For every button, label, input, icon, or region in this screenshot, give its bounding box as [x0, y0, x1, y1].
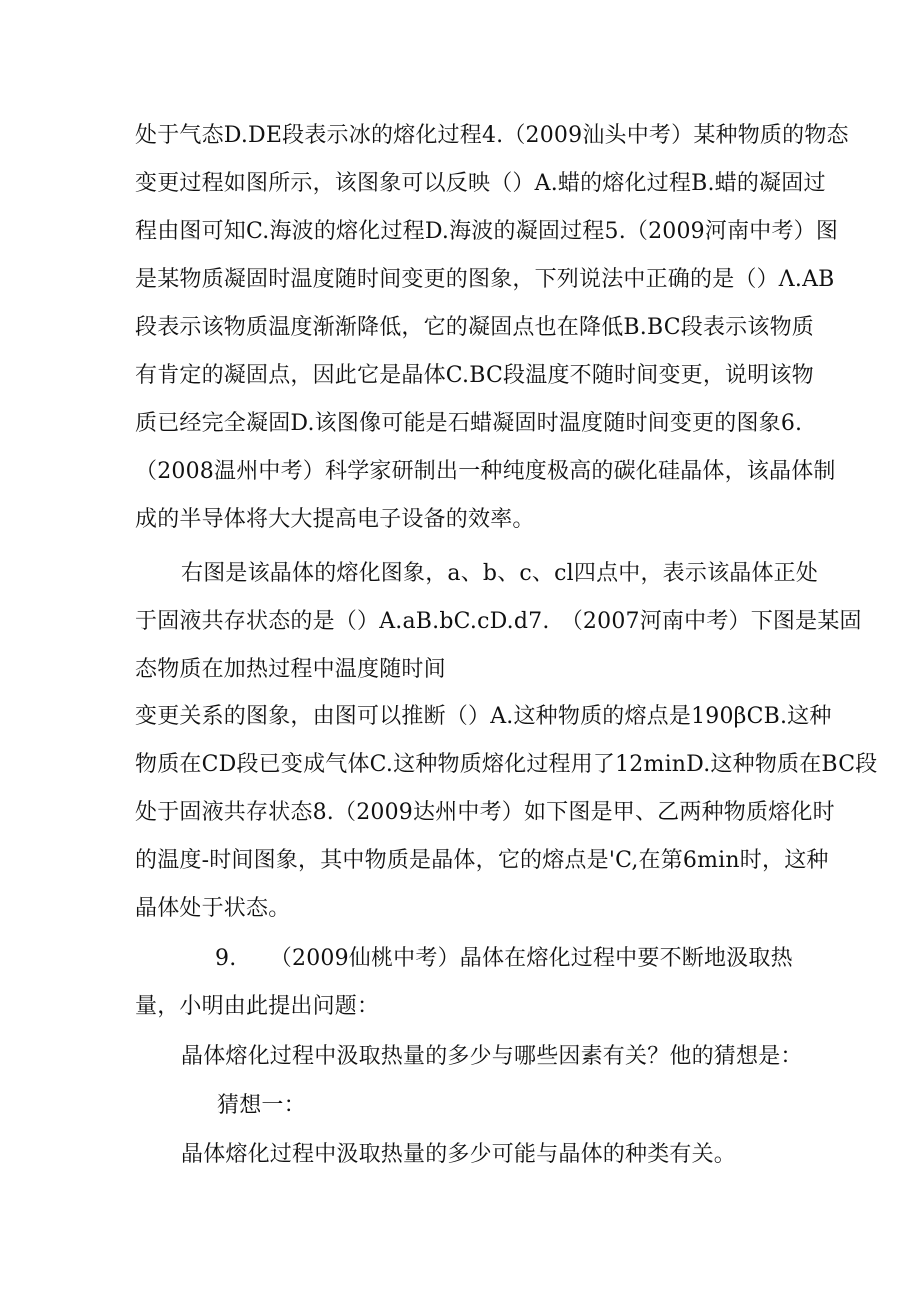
text-line: 处于固液共存状态8.（2009达州中考）如下图是甲、乙两种物质熔化时 — [135, 800, 835, 825]
text-line: 程由图可知C.海波的熔化过程D.海波的凝固过程5.（2009河南中考）图 — [135, 219, 839, 244]
text-line: 量，小明由此提出问题： — [135, 994, 380, 1019]
text-line: 有肯定的凝固点，因此它是晶体C.BC段温度不随时间变更，说明该物 — [135, 363, 814, 388]
text-line: 成的半导体将大大提高电子设备的效率。 — [135, 507, 535, 532]
paragraph-questions-4-6 — [135, 112, 849, 544]
paragraph-question-6-7 — [135, 550, 862, 694]
text-line: 晶体熔化过程中汲取热量的多少与哪些因素有关？他的猜想是： — [181, 1044, 803, 1069]
text-line: 是某物质凝固时温度随时间变更的图象，下列说法中正确的是（）Λ.AB — [135, 267, 835, 292]
paragraph-question — [135, 1033, 803, 1081]
text-line: 于固液共存状态的是（）A.aB.bC.cD.d7. （2007河南中考）下图是某固 — [135, 609, 862, 634]
text-line: 物质在CD段已变成气体C.这种物质熔化过程用了12minD.这种物质在BC段 — [135, 752, 878, 777]
text-line: 猜想一： — [217, 1093, 306, 1118]
text-line: 质已经完全凝固D.该图像可能是石蜡凝固时温度随时间变更的图象6. — [135, 411, 803, 436]
paragraph-question-7-8 — [135, 693, 878, 933]
text-line: 9. （2009仙桃中考）晶体在熔化过程中要不断地汲取热 — [215, 946, 793, 971]
text-line: 晶体处于状态。 — [135, 896, 291, 921]
text-line: 态物质在加热过程中温度随时间 — [135, 657, 446, 682]
text-line: 右图是该晶体的熔化图象，a、b、c、cl四点中，表示该晶体正处 — [181, 561, 819, 586]
text-line: 变更过程如图所示，该图象可以反映（）A.蜡的熔化过程B.蜡的凝固过 — [135, 171, 826, 196]
text-line: 处于气态D.DE段表示冰的熔化过程4.（2009汕头中考）某种物质的物态 — [135, 123, 849, 148]
text-line: 的温度-时间图象，其中物质是晶体，它的熔点是'C,在第6min时，这种 — [135, 848, 829, 873]
paragraph-hypothesis-one — [135, 1131, 795, 1179]
text-line: 变更关系的图象，由图可以推断（）A.这种物质的熔点是190βCB.这种 — [135, 704, 832, 729]
paragraph-hypothesis-heading — [135, 1082, 795, 1130]
paragraph-question-9 — [135, 935, 795, 1031]
text-line: （2008温州中考）科学家研制出一种纯度极高的碳化硅晶体，该晶体制 — [135, 459, 836, 484]
text-line: 晶体熔化过程中汲取热量的多少可能与晶体的种类有关。 — [181, 1142, 737, 1167]
text-line: 段表示该物质温度渐渐降低，它的凝固点也在降低B.BC段表示该物质 — [135, 315, 814, 340]
